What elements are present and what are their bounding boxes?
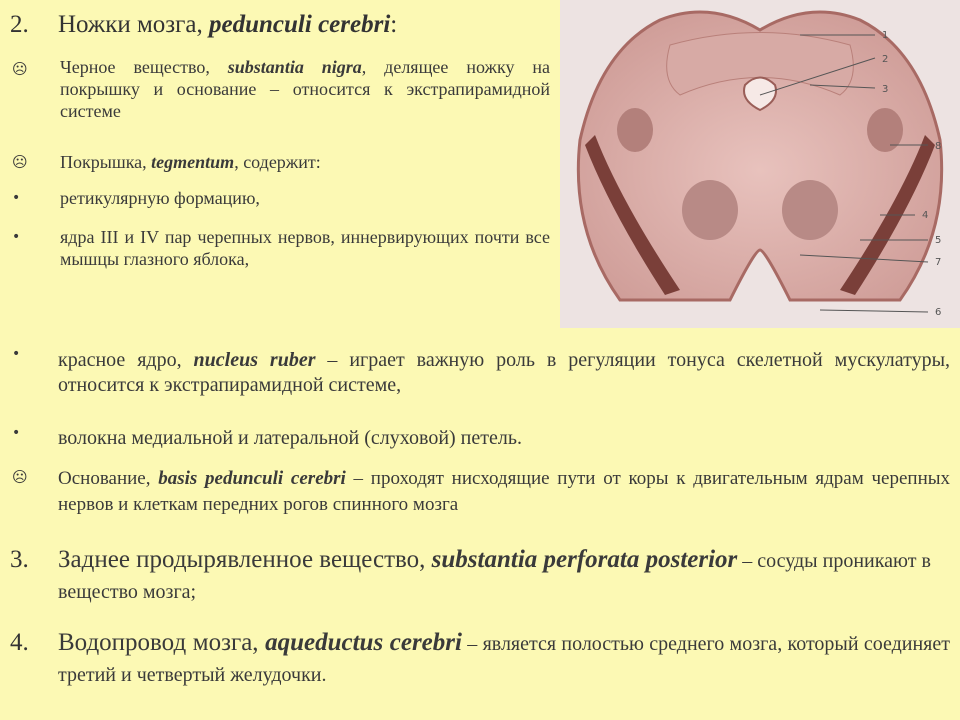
list-item-nuclei: ядра III и IV пар черепных нервов, иннервирующих почти все мышцы глазного яблока, bbox=[60, 227, 550, 269]
section-title-4 bbox=[58, 628, 950, 690]
title-latin: pedunculi cerebri bbox=[209, 11, 391, 38]
figure-label: 1 bbox=[882, 30, 889, 41]
item-text: , делящее ножку на покрышку и основание – относится к экстрапирамидной системе bbox=[60, 57, 550, 121]
figure-label: 5 bbox=[935, 235, 942, 246]
bullet-icon: • bbox=[12, 425, 21, 441]
item-text: Покрышка, bbox=[60, 152, 152, 172]
midbrain-section-figure bbox=[560, 0, 960, 328]
item-text: красное ядро, bbox=[58, 349, 194, 371]
item-latin: tegmentum bbox=[151, 152, 235, 172]
figure-label: 2 bbox=[882, 54, 889, 65]
list-item-substantia-nigra bbox=[60, 56, 550, 122]
item-text: Основание, bbox=[58, 468, 159, 489]
red-nucleus-right bbox=[782, 180, 838, 240]
figure-label: 4 bbox=[922, 210, 929, 221]
title-colon: : bbox=[390, 11, 398, 38]
item-latin: substantia nigra bbox=[227, 57, 362, 77]
item-text: – играет важную роль в регуляции тонуса скелетной мускулатуры, относится к экстрапирамидной системе, bbox=[58, 349, 951, 396]
section-title-3 bbox=[58, 545, 950, 607]
item-text: Черное вещество, bbox=[60, 57, 228, 77]
title-text: – является полостью среднего мозга, который соединяет третий и четвертый желудочки. bbox=[58, 633, 950, 686]
red-nucleus-left bbox=[682, 180, 738, 240]
bullet-icon: • bbox=[12, 229, 21, 245]
bullet-icon: • bbox=[12, 190, 21, 206]
midbrain-illustration bbox=[560, 0, 960, 328]
list-item-nucleus-ruber bbox=[58, 348, 950, 398]
item-text: , содержит: bbox=[234, 152, 321, 172]
section-number-4: 4. bbox=[10, 629, 29, 656]
section-number-3: 3. bbox=[10, 546, 29, 573]
title-text: Заднее продырявленное вещество, bbox=[58, 546, 432, 573]
list-item-lemniscus: волокна медиальной и латеральной (слуховой) петель. bbox=[58, 427, 522, 449]
title-text: – сосуды проникают в вещество мозга; bbox=[58, 550, 931, 603]
item-latin: basis pedunculi cerebri bbox=[158, 468, 346, 489]
frown-marker-icon: ☹ bbox=[12, 153, 28, 171]
title-latin: substantia perforata posterior bbox=[431, 546, 738, 573]
list-item-tegmentum bbox=[60, 151, 550, 173]
frown-marker-icon: ☹ bbox=[12, 60, 28, 78]
figure-label: 8 bbox=[935, 141, 942, 152]
list-item-basis bbox=[58, 466, 950, 518]
title-text: Водопровод мозга, bbox=[58, 629, 266, 656]
bullet-icon: • bbox=[12, 346, 21, 362]
figure-label: 3 bbox=[882, 84, 889, 95]
lateral-nucleus-left bbox=[617, 108, 653, 152]
item-text: – проходят нисходящие пути от коры к двигательным ядрам черепных нервов и клеткам передних рогов спинного мозга bbox=[58, 468, 951, 515]
figure-label: 6 bbox=[935, 307, 942, 318]
title-text: Ножки мозга, bbox=[58, 11, 210, 38]
item-latin: nucleus ruber bbox=[193, 349, 316, 371]
section-title-2 bbox=[58, 10, 558, 40]
section-number-2: 2. bbox=[10, 11, 29, 38]
list-item-reticular: ретикулярную формацию, bbox=[60, 188, 260, 208]
title-latin: aqueductus cerebri bbox=[265, 629, 462, 656]
figure-label: 7 bbox=[935, 257, 942, 268]
frown-marker-icon: ☹ bbox=[12, 468, 28, 486]
